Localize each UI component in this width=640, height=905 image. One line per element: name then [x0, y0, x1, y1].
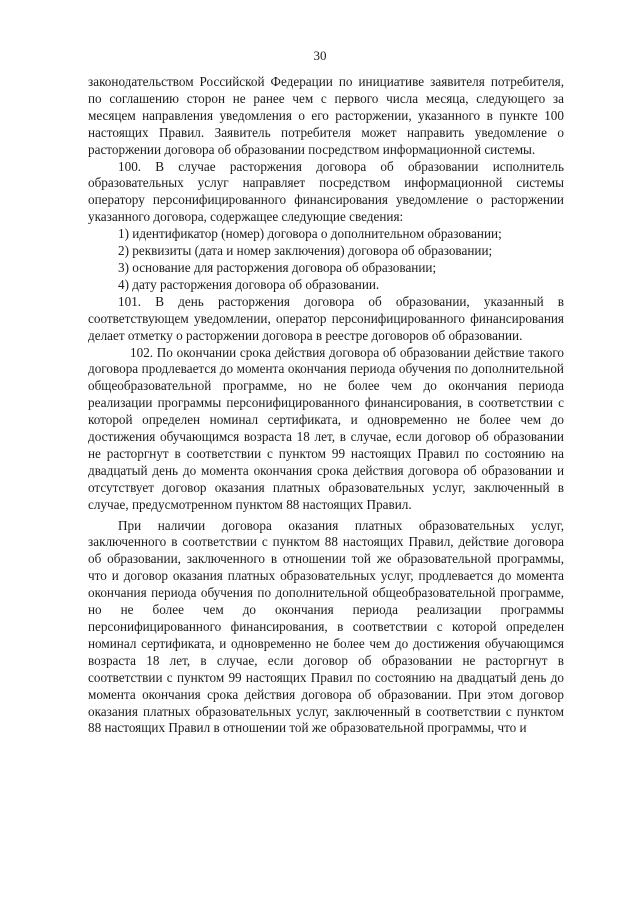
paragraph-100: 100. В случае расторжения договора об образовании исполнитель образовательных услуг направляет посредством информационной системы оператору персонифицированного финансирования уведомление о расторжении указанного договора, содержащее следующие сведения: — [88, 158, 564, 225]
document-body — [88, 74, 564, 737]
paragraph-102: 102. По окончании срока действия договора об образовании действие такого договора продлевается до момента окончания периода обучения по дополнительной общеобразовательной программе, но не более чем до окончания периода реализации программы персонифицированного финансирования, в соответствии с которой определен номинал сертификата, и одновременно не более чем до достижения обучающимся возраста 18 лет, в случае, если договор об образовании не расторгнут в соответствии с пунктом 99 настоящих Правил по состоянию на двадцатый день до момента окончания срока действия договора об образовании и отсутствует договор оказания платных образовательных услуг, заключенный в случае, предусмотренном пунктом 88 настоящих Правил. — [88, 344, 564, 512]
list-item: 4) дату расторжения договора об образовании. — [118, 276, 380, 292]
paragraph-101: 101. В день расторжения договора об образовании, указанный в соответствующем уведомлении, оператор персонифицированного финансирования делает отметку о расторжении договора в реестре договоров об образовании. — [88, 293, 564, 343]
paragraph-paid-services: При наличии договора оказания платных образовательных услуг, заключенного в соответствии с пунктом 88 настоящих Правил, действие договора об образовании, заключенного в отношении той же образовательной программы, что и договор оказания платных образовательных услуг, продлевается до момента окончания периода обучения по дополнительной общеобразовательной программе, но не более чем до окончания периода реализации программы персонифицированного финансирования, в соответствии с которой определен номинал сертификата, и одновременно не более чем до достижения обучающимся возраста 18 лет, в случае, если договор об образовании не расторгнут в соответствии с пунктом 99 настоящих Правил по состоянию на двадцатый день до момента окончания срока действия договора об образовании. При этом договор оказания платных образовательных услуг, заключенный в соответствии с пунктом 88 настоящих Правил в отношении той же образовательной программы, что и — [88, 517, 564, 736]
list-item: 3) основание для расторжения договора об образовании; — [118, 259, 437, 275]
page-number: 30 — [313, 48, 327, 63]
list-item: 2) реквизиты (дата и номер заключения) договора об образовании; — [118, 243, 493, 259]
paragraph-continuation: законодательством Российской Федерации по инициативе заявителя потребителя, по соглашению сторон не ранее чем с первого числа месяца, следующего за месяцем направления уведомления о его расторжении, указанного в пункте 100 настоящих Правил. Заявитель потребителя может направить уведомление о расторжении договора об образовании посредством информационной системы. — [88, 74, 564, 157]
list-item: 1) идентификатор (номер) договора о дополнительном образовании; — [118, 226, 502, 242]
